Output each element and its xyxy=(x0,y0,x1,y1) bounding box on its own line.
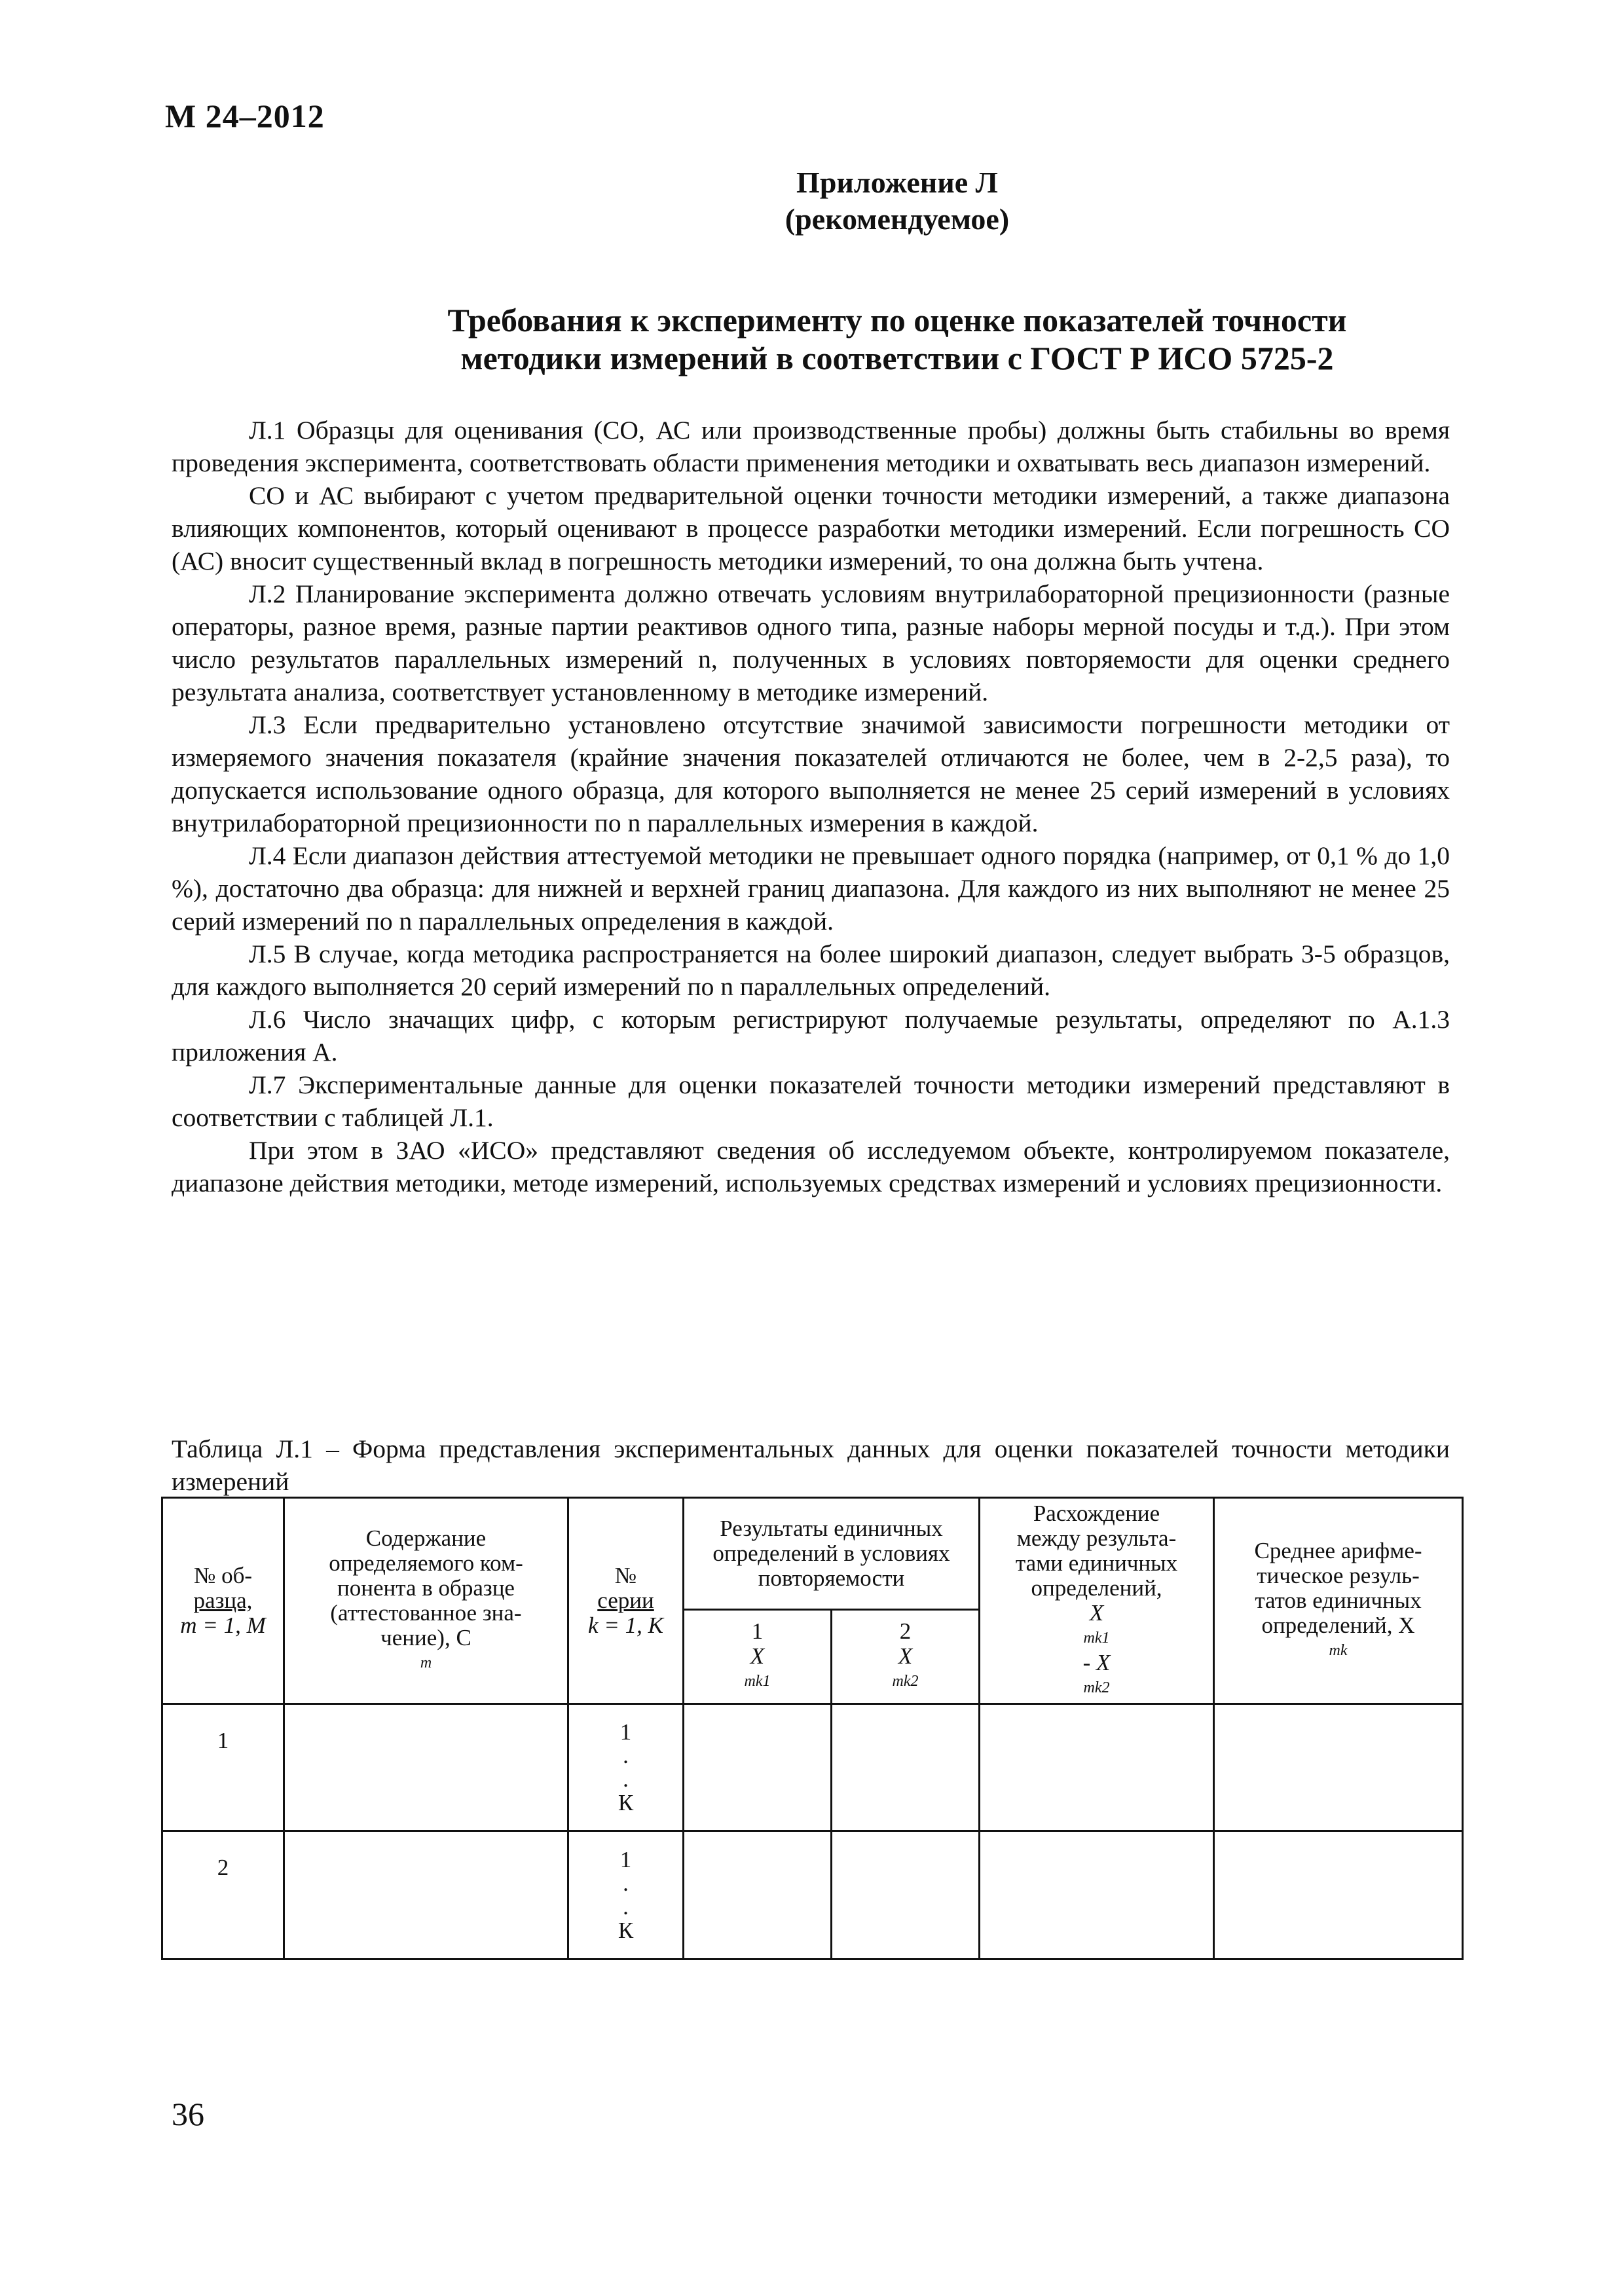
paragraph: Л.1 Образцы для оценивания (СО, АС или производственные пробы) должны быть стабильны во время проведения эксперимента, соответствовать области применения методики и охватывать весь диапазон измерений. xyxy=(172,416,1450,477)
table-row xyxy=(162,1704,1463,1831)
header-text: m = 1, M xyxy=(180,1613,266,1638)
table-caption: Таблица Л.1 – Форма представления экспериментальных данных для оценки показателей точности методики измерений xyxy=(172,1434,1450,1496)
header-text: определений в условиях xyxy=(712,1540,950,1566)
symbol-part: X xyxy=(750,1643,765,1669)
header-text: Содержание xyxy=(365,1525,487,1551)
header-symbol xyxy=(836,1644,974,1694)
series-dot: . xyxy=(623,1893,629,1920)
cell-empty xyxy=(980,1704,1214,1831)
cell-series xyxy=(568,1704,684,1831)
header-average xyxy=(1214,1498,1463,1704)
paragraph: СО и АС выбирают с учетом предварительной оценки точности методики измерений, а также диапазона влияющих компонентов, который оценивают в процессе разработки методики измерений. Если погрешность СО (АС) вносит существенный вклад в погрешность методики измерений, то она должна быть учтена. xyxy=(172,481,1450,575)
paragraph: Л.3 Если предварительно установлено отсутствие значимой зависимости погрешности методики от измеряемого значения показателя (крайние значения показателей отличаются не более, чем в 2-2,5 раза), то допускается использование одного образца, для которого выполняется не менее 25 серий измерений в условиях внутрилабораторной прецизионности по n параллельных измерения в каждой. xyxy=(172,710,1450,837)
header-text: 2 xyxy=(899,1618,912,1645)
header-text-part: определений, X xyxy=(1261,1613,1415,1638)
paragraph: Л.2 Планирование эксперимента должно отвечать условиям внутрилабораторной прецизионности (разные операторы, разное время, разные партии реактивов одного типа, разные наборы мерной посуды и т.д.). При этом число результатов параллельных измерений n, полученных в условиях повторяемости для оценки среднего результата анализа, соответствует установленному в методике измерений. xyxy=(172,579,1450,706)
header-text: № xyxy=(614,1563,637,1588)
header-text xyxy=(289,1626,563,1675)
cell-empty xyxy=(684,1704,832,1831)
header-text: Расхождение xyxy=(1033,1501,1160,1526)
subscript: mk xyxy=(1329,1642,1348,1659)
header-series-number xyxy=(568,1498,684,1704)
series-dot: . xyxy=(623,1742,629,1768)
header-text: Результаты единичных xyxy=(720,1515,943,1541)
subscript: mk1 xyxy=(744,1673,771,1690)
header-text: понента в образце xyxy=(337,1575,515,1601)
cell-empty xyxy=(832,1704,980,1831)
header-text: определений, xyxy=(1031,1575,1162,1601)
header-text: Среднее арифме- xyxy=(1254,1538,1422,1563)
formula-part: X xyxy=(1089,1600,1104,1626)
paragraph: При этом в ЗАО «ИСО» представляют сведения об исследуемом объекте, контролируемом показателе, диапазоне действия методики, методе измерений, используемых средствах измерений и условиях прецизионности. xyxy=(172,1136,1450,1197)
cell-empty xyxy=(832,1831,980,1959)
page-number: 36 xyxy=(172,2096,204,2132)
header-single-results xyxy=(684,1498,980,1610)
symbol-part: X xyxy=(898,1643,913,1669)
subscript: m xyxy=(420,1654,432,1671)
appendix-title: Приложение Л xyxy=(796,166,998,199)
cell-empty xyxy=(980,1831,1214,1959)
series-last: К xyxy=(618,1917,634,1943)
cell-empty xyxy=(684,1831,832,1959)
header-component-content xyxy=(284,1498,568,1704)
appendix-subtitle: (рекомендуемое) xyxy=(784,202,1010,236)
header-text: серии xyxy=(597,1588,654,1613)
header-symbol xyxy=(688,1644,826,1694)
section-heading-line-2: методики измерений в соответствии с ГОСТ Р ИСО 5725-2 xyxy=(460,340,1334,376)
header-text: повторяемости xyxy=(758,1565,905,1591)
cell-empty xyxy=(1214,1704,1463,1831)
header-text: между результа- xyxy=(1016,1525,1177,1551)
header-sample-number xyxy=(162,1498,284,1704)
header-text: определяемого ком- xyxy=(329,1550,523,1576)
series-last: К xyxy=(618,1789,634,1815)
header-text: татов единичных xyxy=(1255,1588,1422,1613)
header-text: 1 xyxy=(751,1618,764,1645)
paragraph: Л.6 Число значащих цифр, с которым регистрируют получаемые результаты, определяют по А.1.3 приложения А. xyxy=(172,1005,1450,1066)
subscript: mk2 xyxy=(1083,1679,1110,1696)
header-result-2 xyxy=(832,1609,980,1704)
formula-part: - X xyxy=(1082,1650,1111,1675)
cell-series xyxy=(568,1831,684,1959)
cell-sample: 2 xyxy=(162,1831,284,1959)
body-text xyxy=(172,414,1450,1199)
paragraph: Л.7 Экспериментальные данные для оценки показателей точности методики измерений представляют в соответствии с таблицей Л.1. xyxy=(172,1070,1450,1132)
cell-empty xyxy=(284,1831,568,1959)
series-dot: . xyxy=(623,1766,629,1792)
paragraph: Л.4 Если диапазон действия аттестуемой методики не превышает одного порядка (например, от 0,1 % до 1,0 %), достаточно два образца: для нижней и верхней границ диапазона. Для каждого из них выполняют не менее 25 серий измерений по n параллельных определения в каждой. xyxy=(172,841,1450,936)
header-text: разца, xyxy=(193,1588,253,1613)
series-first: 1 xyxy=(619,1846,632,1872)
cell-empty xyxy=(284,1704,568,1831)
header-text: № об- xyxy=(193,1563,253,1588)
header-text xyxy=(1219,1613,1458,1663)
document-code: М 24–2012 xyxy=(165,98,325,134)
cell-empty xyxy=(1214,1831,1463,1959)
paragraph: Л.5 В случае, когда методика распространяется на более широкий диапазон, следует выбрать 3-5 образцов, для каждого выполняется 20 серий измерений по n параллельных определений. xyxy=(172,939,1450,1001)
header-formula xyxy=(984,1601,1209,1700)
header-text: (аттестованное зна- xyxy=(330,1600,522,1626)
section-heading-line-1: Требования к эксперименту по оценке показателей точности xyxy=(447,302,1347,338)
header-discrepancy xyxy=(980,1498,1214,1704)
table-row xyxy=(162,1831,1463,1959)
subscript: mk2 xyxy=(892,1673,919,1690)
header-text: тами единичных xyxy=(1015,1550,1178,1576)
header-text-part: чение), C xyxy=(380,1625,471,1650)
header-text: тическое резуль- xyxy=(1257,1563,1420,1588)
cell-sample: 1 xyxy=(162,1704,284,1831)
series-dot: . xyxy=(623,1870,629,1896)
header-result-1 xyxy=(684,1609,832,1704)
data-table xyxy=(161,1497,1464,1960)
series-first: 1 xyxy=(619,1719,632,1745)
header-text: k = 1, K xyxy=(588,1613,663,1638)
subscript: mk1 xyxy=(1083,1630,1110,1647)
